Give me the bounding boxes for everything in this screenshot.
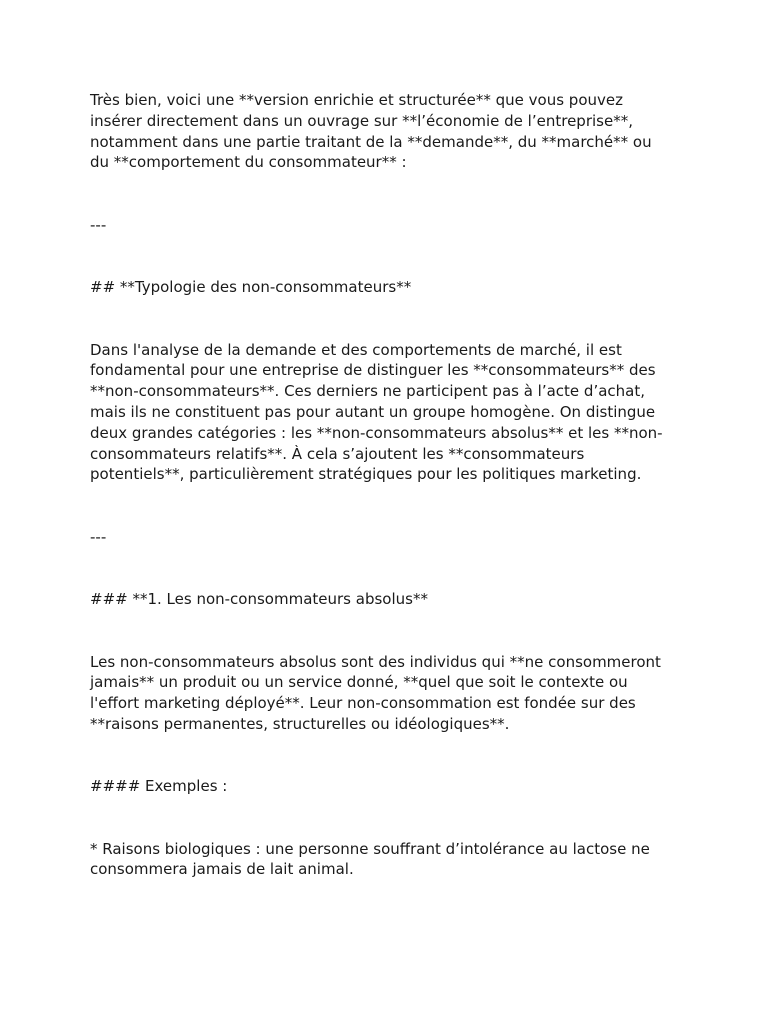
text-line: mais ils ne constituent pas pour autant un groupe homogène. On distingue — [90, 402, 656, 421]
spacer — [90, 236, 690, 278]
subsection-heading — [90, 589, 690, 610]
spacer — [90, 610, 690, 652]
text-line: insérer directement dans un ouvrage sur **l’économie de l’entreprise**, — [90, 111, 633, 130]
text-line: Très bien, voici une **version enrichie et structurée** que vous pouvez — [90, 91, 623, 109]
text-line: ### **1. Les non-consommateurs absolus** — [90, 590, 428, 609]
absolute-non-consumers-paragraph — [90, 652, 690, 735]
spacer — [90, 548, 690, 590]
text-line: consommera jamais de lait animal. — [90, 860, 354, 879]
separator — [90, 527, 690, 548]
spacer — [90, 298, 690, 340]
text-line: potentiels**, particulièrement stratégiques pour les politiques marketing. — [90, 465, 642, 484]
text-line: ## **Typologie des non-consommateurs** — [90, 278, 412, 297]
text-line: jamais** un produit ou un service donné, **quel que soit le contexte ou — [90, 673, 628, 692]
text-line: fondamental pour une entreprise de distinguer les **consommateurs** des — [90, 361, 656, 380]
text-line: **raisons permanentes, structurelles ou idéologiques**. — [90, 714, 510, 733]
examples-heading — [90, 776, 690, 797]
text-line: deux grandes catégories : les **non-consommateurs absolus** et les **non- — [90, 423, 663, 442]
spacer — [90, 735, 690, 777]
section-heading — [90, 277, 690, 298]
spacer — [90, 173, 690, 215]
document-page — [90, 90, 690, 880]
text-line: du **comportement du consommateur** : — [90, 153, 407, 172]
definition-paragraph — [90, 340, 690, 486]
text-line: --- — [90, 215, 107, 234]
spacer — [90, 485, 690, 527]
text-line: #### Exemples : — [90, 777, 228, 796]
text-line: * Raisons biologiques : une personne souffrant d’intolérance au lactose ne — [90, 839, 650, 858]
text-line: Les non-consommateurs absolus sont des individus qui **ne consommeront — [90, 652, 661, 671]
text-line: Dans l'analyse de la demande et des comportements de marché, il est — [90, 340, 622, 359]
text-line: l'effort marketing déployé**. Leur non-consommation est fondée sur des — [90, 694, 636, 713]
intro-paragraph — [90, 90, 690, 173]
example-list-item — [90, 839, 690, 881]
text-line: consommateurs relatifs**. À cela s’ajoutent les **consommateurs — [90, 444, 585, 463]
separator — [90, 215, 690, 236]
spacer — [90, 797, 690, 839]
text-line: notamment dans une partie traitant de la **demande**, du **marché** ou — [90, 132, 652, 151]
text-line: --- — [90, 527, 107, 546]
text-line: **non-consommateurs**. Ces derniers ne participent pas à l’acte d’achat, — [90, 382, 646, 401]
